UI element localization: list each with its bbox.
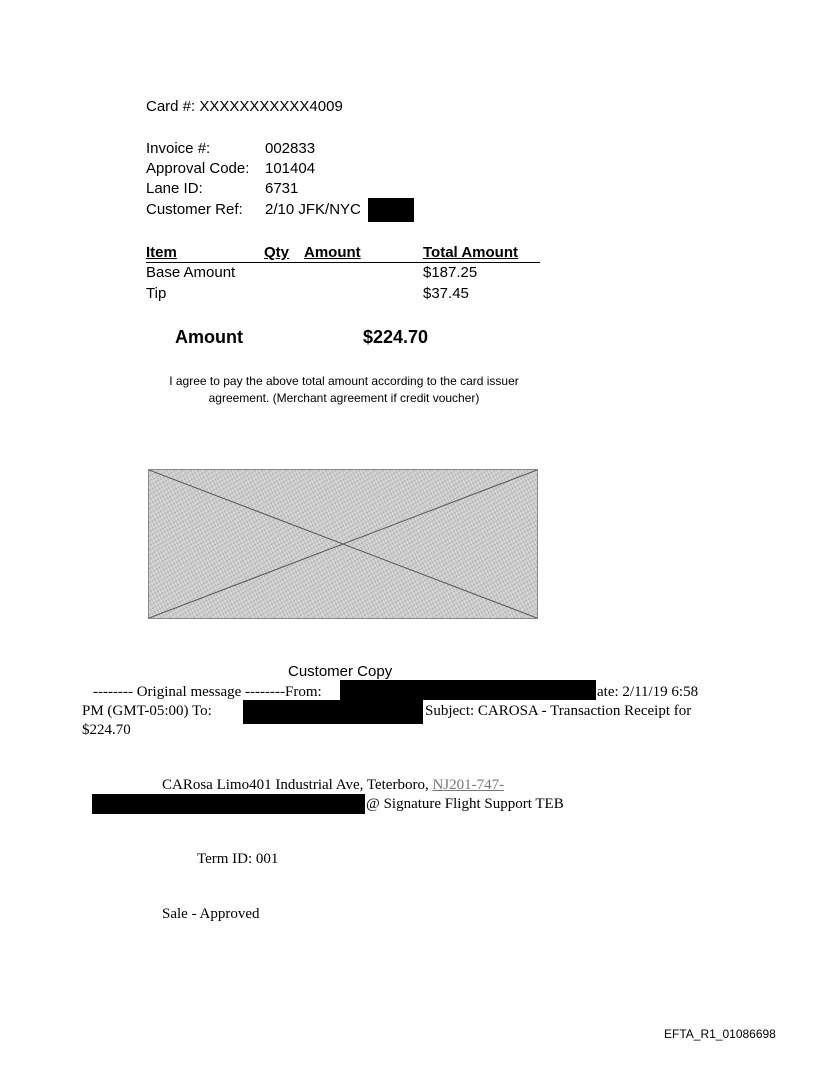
customer-ref-label: Customer Ref: (146, 201, 243, 218)
signature-image-placeholder (148, 469, 538, 619)
email-line2-start: PM (GMT-05:00) To: (82, 703, 212, 719)
col-header-amount: Amount (304, 244, 361, 261)
broken-image-icon (149, 470, 537, 618)
agreement-text: I agree to pay the above total amount according to the card issuer agreement. (Merchant agreement if credit voucher) (169, 374, 519, 405)
email-line1-end: ate: 2/11/19 6:58 (597, 684, 699, 700)
customer-copy-label: Customer Copy (288, 663, 393, 680)
col-header-item: Item (146, 244, 177, 261)
redaction-box (243, 700, 423, 724)
email-line2-end: Subject: CAROSA - Transaction Receipt for (425, 703, 692, 719)
redaction-box (92, 794, 365, 814)
row-total-tip: $37.45 (423, 285, 469, 302)
total-amount-label: Amount (175, 327, 243, 347)
redaction-box (368, 198, 414, 222)
email-line3: $224.70 (82, 722, 131, 738)
lane-id-value: 6731 (265, 180, 299, 197)
row-item-tip: Tip (146, 285, 167, 302)
table-header-rule (146, 262, 540, 263)
invoice-value: 002833 (265, 140, 316, 157)
merchant-location: @ Signature Flight Support TEB (366, 796, 564, 812)
merchant-line (162, 776, 504, 795)
redaction-box (340, 680, 596, 700)
col-header-total: Total Amount (423, 244, 518, 261)
merchant-name-address: CARosa Limo401 Industrial Ave, Teterboro, (162, 777, 433, 793)
card-number: XXXXXXXXXXX4009 (199, 98, 343, 115)
card-number-line (146, 97, 343, 117)
row-total-base: $187.25 (423, 264, 478, 281)
lane-id-label: Lane ID: (146, 180, 203, 197)
invoice-label: Invoice #: (146, 140, 211, 157)
total-amount-value: $224.70 (363, 327, 429, 347)
approval-code-label: Approval Code: (146, 160, 250, 177)
sale-status: Sale - Approved (162, 906, 260, 922)
merchant-phone-link[interactable]: NJ201-747- (432, 777, 505, 793)
customer-ref-value: 2/10 JFK/NYC (265, 201, 361, 218)
email-line1-start: -------- Original message --------From: (93, 684, 322, 700)
card-label: Card #: (146, 98, 196, 115)
approval-code-value: 101404 (265, 160, 316, 177)
document-id: EFTA_R1_01086698 (664, 1027, 776, 1041)
term-id: Term ID: 001 (197, 851, 279, 867)
col-header-qty: Qty (264, 244, 290, 261)
row-item-base: Base Amount (146, 264, 236, 281)
